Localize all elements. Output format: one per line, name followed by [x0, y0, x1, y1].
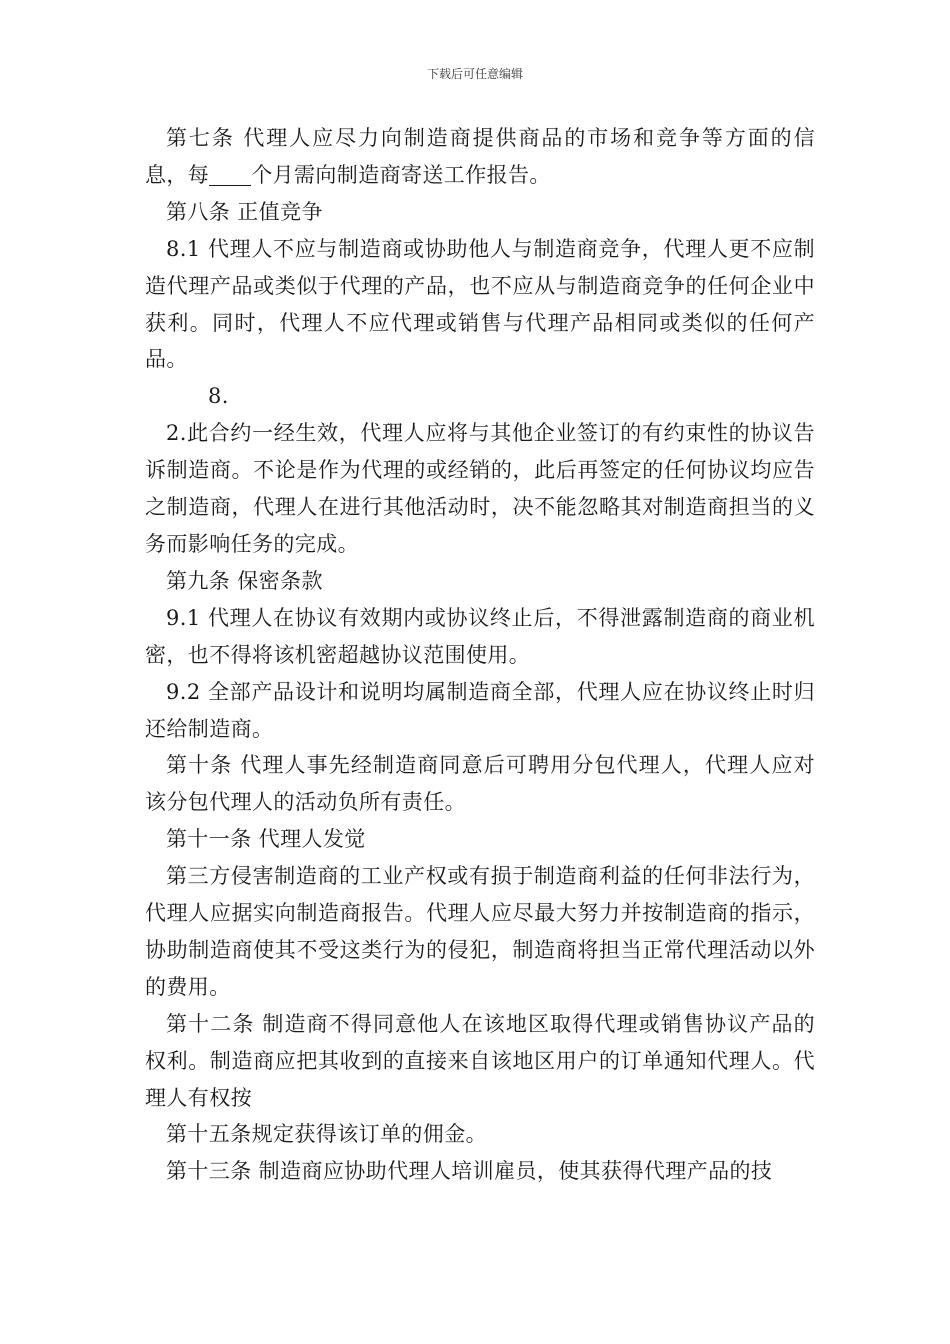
- paragraph-8-1: 8.1 代理人不应与制造商或协助他人与制造商竞争，代理人更不应制造代理产品或类似于代理的产品，也不应从与制造商竞争的任何企业中获利。同时，代理人不应代理或销售与代理产品相同或类似的任何产品。: [145, 236, 815, 372]
- paragraph-article-11: 第三方侵害制造商的工业产权或有损于制造商利益的任何非法行为，代理人应据实向制造商报告。代理人应尽最大努力并按制造商的指示，协助制造商使其不受这类行为的侵犯，制造商将担当正常代理活动以外的费用。: [145, 864, 815, 999]
- heading-article-9: 第九条 保密条款: [166, 568, 323, 593]
- paragraph-article-13: 第十三条 制造商应协助代理人培训雇员，使其获得代理产品的技: [166, 1159, 773, 1184]
- paragraph-9-2: 9.2 全部产品设计和说明均属制造商全部，代理人应在协议终止时归还给制造商。: [145, 679, 815, 741]
- paragraph-article-12: 第十二条 制造商不得同意他人在该地区取得代理或销售协议产品的权利。制造商应把其收到的直接来自该地区用户的订单通知代理人。代理人有权按: [145, 1011, 815, 1110]
- paragraph-9-1: 9.1 代理人在协议有效期内或协议终止后，不得泄露制造商的商业机密，也不得将该机密超越协议范围使用。: [145, 605, 815, 667]
- paragraph-article-7: [145, 120, 815, 194]
- heading-article-11: 第十一条 代理人发觉: [166, 827, 366, 852]
- paragraph-article-12-cont: 第十五条规定获得该订单的佣金。: [166, 1122, 487, 1147]
- paragraph-8-number: 8.: [208, 384, 229, 409]
- paragraph-article-7-pre: 第七条 代理人应尽力向制造商提供商品的市场和竞争等方面的信息，每: [145, 126, 815, 187]
- page-header: 下载后可任意编辑: [426, 67, 523, 81]
- fill-in-blank: [209, 163, 251, 186]
- heading-article-8: 第八条 正值竞争: [166, 199, 323, 224]
- paragraph-8-2: 2.此合约一经生效，代理人应将与其他企业签订的有约束性的协议告诉制造商。不论是作为代理的或经销的，此后再签定的任何协议均应告之制造商，代理人在进行其他活动时，决不能忽略其对制造商担当的义务而影响任务的完成。: [145, 421, 815, 556]
- paragraph-article-10: 第十条 代理人事先经制造商同意后可聘用分包代理人，代理人应对该分包代理人的活动负所有责任。: [145, 753, 815, 815]
- document-body: [145, 120, 815, 1190]
- paragraph-article-7-post: 个月需向制造商寄送工作报告。: [251, 162, 551, 187]
